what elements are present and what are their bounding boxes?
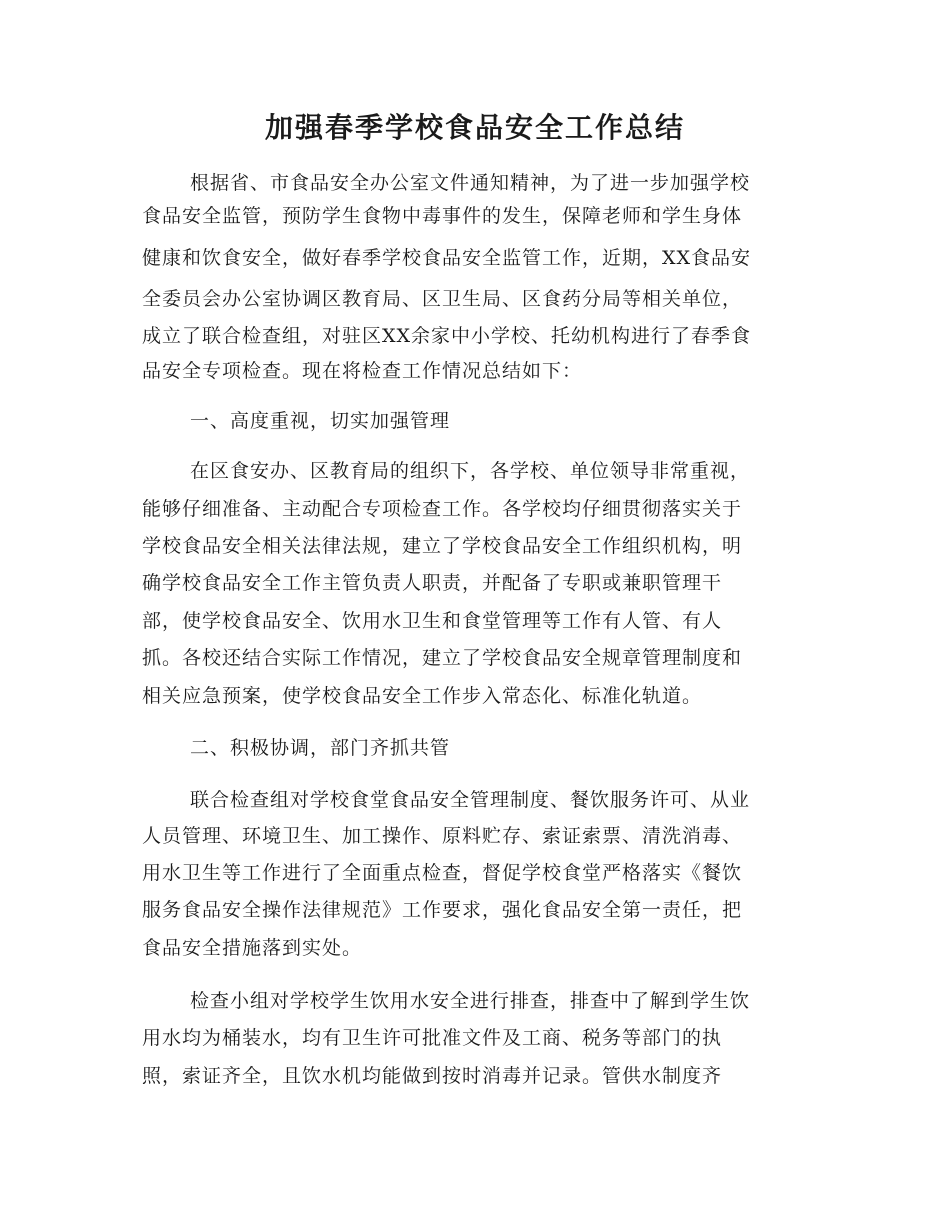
paragraph-line: 用水均为桶装水，均有卫生许可批准文件及工商、税务等部门的执 — [142, 1027, 723, 1049]
section-heading: 一、高度重视，切实加强管理 — [190, 410, 451, 432]
paragraph-line: 服务食品安全操作法律规范》工作要求，强化食品安全第一责任，把 — [142, 899, 743, 921]
paragraph-line: 品安全专项检查。现在将检查工作情况总结如下： — [142, 360, 583, 382]
paragraph-line: 检查小组对学校学生饮用水安全进行排查，排查中了解到学生饮 — [190, 990, 751, 1012]
paragraph-line: 部，使学校食品安全、饮用水卫生和食堂管理等工作有人管、有人 — [142, 610, 723, 632]
paragraph-line: 相关应急预案，使学校食品安全工作步入常态化、标准化轨道。 — [142, 685, 703, 707]
paragraph-line: 抓。各校还结合实际工作情况，建立了学校食品安全规章管理制度和 — [142, 647, 743, 669]
paragraph-line: 全委员会办公室协调区教育局、区卫生局、区食药分局等相关单位， — [142, 288, 743, 310]
paragraph-line: 在区食安办、区教育局的组织下，各学校、单位领导非常重视， — [190, 460, 751, 482]
document-title: 加强春季学校食品安全工作总结 — [264, 111, 685, 144]
paragraph-line: 健康和饮食安全，做好春季学校食品安全监管工作，近期，XX食品安 — [142, 247, 752, 269]
paragraph-line: 用水卫生等工作进行了全面重点检查，督促学校食堂严格落实《餐饮 — [142, 862, 743, 884]
paragraph-line: 食品安全措施落到实处。 — [142, 937, 363, 959]
paragraph-line: 能够仔细准备、主动配合专项检查工作。各学校均仔细贯彻落实关于 — [142, 498, 743, 520]
paragraph-line: 学校食品安全相关法律法规，建立了学校食品安全工作组织机构，明 — [142, 535, 743, 557]
paragraph-line: 人员管理、环境卫生、加工操作、原料贮存、索证索票、清洗消毒、 — [142, 825, 743, 847]
paragraph-line: 照，索证齐全，且饮水机均能做到按时消毒并记录。管供水制度齐 — [142, 1065, 723, 1087]
paragraph-line: 食品安全监管，预防学生食物中毒事件的发生，保障老师和学生身体 — [142, 205, 743, 227]
paragraph-line: 确学校食品安全工作主管负责人职责，并配备了专职或兼职管理干 — [142, 572, 723, 594]
paragraph-line: 成立了联合检查组，对驻区XX余家中小学校、托幼机构进行了春季食 — [142, 325, 752, 347]
paragraph-line: 联合检查组对学校食堂食品安全管理制度、餐饮服务许可、从业 — [190, 789, 751, 811]
paragraph-line: 根据省、市食品安全办公室文件通知精神，为了进一步加强学校 — [190, 172, 751, 194]
section-heading: 二、积极协调，部门齐抓共管 — [190, 737, 451, 759]
